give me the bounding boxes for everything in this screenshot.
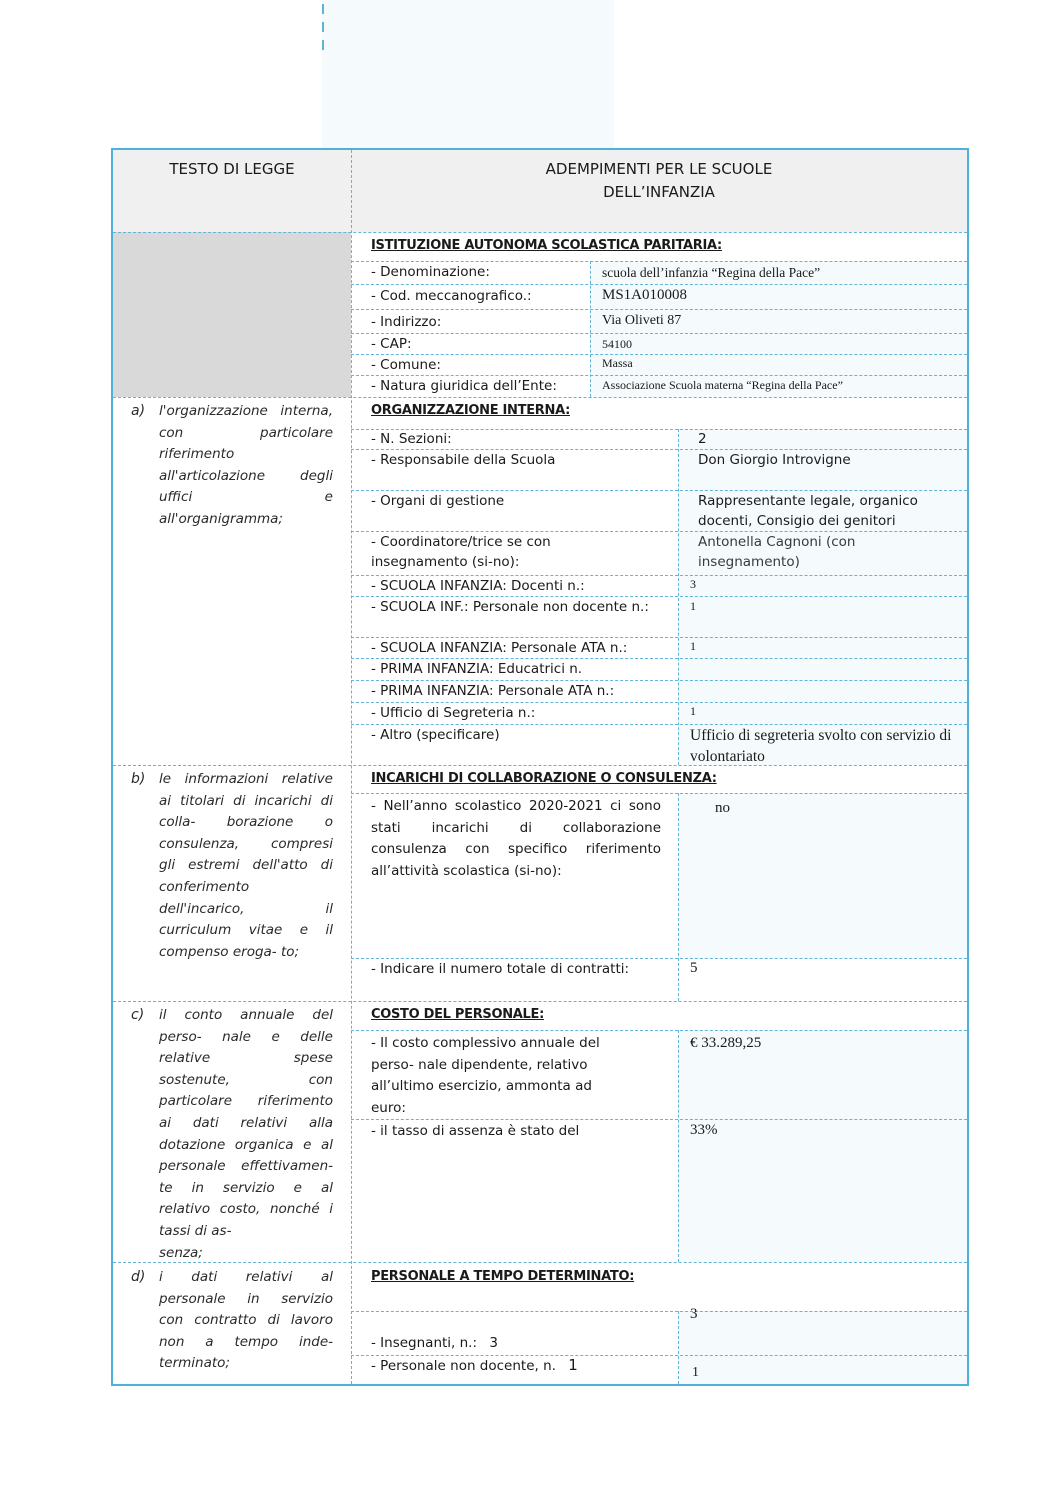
law-line: con contratto di lavoro	[159, 1312, 333, 1329]
field-label-personale-non-docente-d	[371, 1355, 578, 1377]
law-line: perso- nale e delle	[159, 1028, 333, 1045]
field-value-responsabile: Don Giorgio Introvigne	[698, 452, 851, 468]
law-line: all'articolazione degli	[159, 467, 333, 484]
field-label-responsabile: - Responsabile della Scuola	[371, 452, 556, 468]
law-line: ai dati relativi alla	[159, 1114, 333, 1131]
field-value-personale-ata: 1	[690, 639, 696, 653]
field-label-incarichi: - Nell’anno scolastico 2020-2021 ci sono stati incarichi di collaborazione consulenza con specifico riferimento all’attività scolastica (si-no):	[371, 798, 661, 879]
field-label-prima-infanzia-ata: - PRIMA INFANZIA: Personale ATA n.:	[371, 683, 615, 699]
law-line: senza;	[159, 1244, 203, 1261]
field-value-indirizzo: Via Oliveti 87	[602, 313, 682, 328]
field-value-personale-non-docente-d: 1	[692, 1365, 699, 1380]
field-value-denominazione: scuola dell’infanzia “Regina della Pace”	[602, 265, 821, 280]
corner-dash-mark	[322, 40, 324, 50]
row-divider	[351, 1311, 967, 1312]
row-divider	[351, 1030, 967, 1031]
value-cell-shade	[678, 1030, 967, 1262]
law-line: compenso eroga- to;	[159, 943, 300, 960]
column-divider	[678, 793, 679, 1001]
top-shaded-block	[322, 0, 614, 148]
corner-dash-mark	[322, 4, 324, 14]
law-line: consulenza, compresi	[159, 835, 333, 852]
field-label-educatrici: - PRIMA INFANZIA: Educatrici n.	[371, 661, 583, 677]
field-label-insegnanti	[371, 1333, 498, 1354]
empty-shaded-cell	[113, 232, 351, 397]
field-label-organi-gestione: - Organi di gestione	[371, 493, 505, 509]
law-line: dell'incarico, il	[159, 900, 333, 917]
column-divider	[590, 261, 591, 397]
row-divider	[351, 354, 967, 355]
field-value-numero-contratti: 5	[690, 960, 698, 976]
law-line: particolare riferimento	[159, 1093, 333, 1110]
law-line: curriculum vitae e il	[159, 922, 333, 939]
law-line: l'organizzazione interna,	[159, 403, 333, 419]
field-label-coordinatore: - Coordinatore/trice se con insegnamento (si-no):	[371, 534, 551, 570]
field-label-costo-complessivo: - Il costo complessivo annuale del perso- nale dipendente, relativo all’ultimo esercizio, ammonta ad euro:	[371, 1035, 600, 1116]
field-label-docenti: - SCUOLA INFANZIA: Docenti n.:	[371, 578, 585, 594]
insegnanti-inline-value: 3	[489, 1335, 498, 1351]
personale-label-text: - Personale non docente, n.	[371, 1358, 556, 1374]
section-title-costo: COSTO DEL PERSONALE:	[371, 1007, 545, 1022]
field-value-altro: Ufficio di segreteria svolto con servizio di volontariato	[690, 727, 952, 765]
law-line: uffici e	[159, 489, 333, 506]
field-value-tasso-assenza: 33%	[690, 1122, 718, 1138]
field-label-cap: - CAP:	[371, 336, 412, 352]
field-label-personale-non-docente: - SCUOLA INF.: Personale non docente n.:	[371, 599, 649, 615]
law-line: colla- borazione o	[159, 814, 333, 831]
law-line: non a tempo inde-	[159, 1333, 333, 1350]
field-label-comune: - Comune:	[371, 357, 441, 373]
field-value-cap: 54100	[602, 337, 632, 351]
law-line: sostenute, con	[159, 1071, 333, 1088]
column-divider	[678, 1311, 679, 1384]
law-line: gli estremi dell'atto di	[159, 857, 333, 874]
field-label-tasso-assenza: - il tasso di assenza è stato del	[371, 1123, 580, 1139]
field-value-incarichi: no	[715, 800, 730, 816]
law-text-b	[159, 769, 333, 963]
duties-column-header	[351, 158, 967, 204]
field-value-coordinatore: Antonella Cagnoni (con insegnamento)	[698, 534, 856, 570]
field-label-natura-giuridica: - Natura giuridica dell’Ente:	[371, 378, 557, 394]
law-text-d	[159, 1267, 333, 1375]
field-value-organi-gestione: Rappresentante legale, organico docenti, Consigio dei genitori	[698, 493, 918, 529]
law-line: ai titolari di incarichi di	[159, 792, 333, 809]
row-divider	[113, 397, 967, 398]
law-line: te in servizio e al	[159, 1179, 333, 1196]
field-value-n-sezioni: 2	[698, 431, 707, 447]
law-line: relativo costo, nonché i	[159, 1201, 333, 1218]
field-value-costo-complessivo: € 33.289,25	[690, 1035, 762, 1051]
field-value-comune: Massa	[602, 356, 633, 370]
law-line: riferimento	[159, 446, 235, 463]
compliance-table	[111, 148, 969, 1386]
section-title-istituzione: ISTITUZIONE AUTONOMA SCOLASTICA PARITARIA:	[371, 238, 722, 253]
law-text-c	[159, 1005, 333, 1264]
section-title-tempo-determinato: PERSONALE A TEMPO DETERMINATO:	[371, 1269, 635, 1284]
row-divider	[113, 1001, 967, 1002]
field-label-indirizzo: - Indirizzo:	[371, 314, 442, 330]
duties-header-line-1: ADEMPIMENTI PER LE SCUOLE	[545, 160, 773, 178]
law-line: terminato;	[159, 1355, 230, 1372]
law-line: relative spese	[159, 1050, 333, 1067]
field-value-natura-giuridica: Associazione Scuola materna “Regina della Pace”	[602, 378, 843, 392]
row-divider	[351, 1119, 967, 1120]
column-divider	[351, 150, 352, 1384]
field-label-numero-contratti: - Indicare il numero totale di contratti:	[371, 961, 630, 977]
law-line: personale effettivamen-	[159, 1158, 333, 1175]
law-letter-a: a)	[131, 403, 146, 419]
law-text-a	[159, 401, 333, 531]
duties-header-line-2: DELL’INFANZIA	[603, 183, 715, 201]
law-line: dotazione organica e al	[159, 1136, 333, 1153]
column-divider	[678, 1030, 679, 1262]
field-label-segreteria: - Ufficio di Segreteria n.:	[371, 705, 536, 721]
section-title-incarichi: INCARICHI DI COLLABORAZIONE O CONSULENZA:	[371, 771, 717, 786]
law-column-header: TESTO DI LEGGE	[169, 160, 295, 178]
field-label-denominazione: - Denominazione:	[371, 264, 490, 280]
law-line: con particolare	[159, 424, 333, 441]
column-divider	[678, 429, 679, 765]
field-label-n-sezioni: - N. Sezioni:	[371, 431, 452, 447]
law-letter-b: b)	[131, 771, 146, 787]
law-letter-c: c)	[131, 1007, 145, 1023]
law-line: le informazioni relative	[159, 771, 333, 787]
section-title-organizzazione: ORGANIZZAZIONE INTERNA:	[371, 403, 570, 418]
law-line: i dati relativi al	[159, 1269, 333, 1285]
field-label-personale-ata: - SCUOLA INFANZIA: Personale ATA n.:	[371, 640, 628, 656]
row-divider	[113, 232, 967, 233]
corner-dash-mark	[322, 22, 324, 32]
field-value-docenti: 3	[690, 577, 696, 591]
field-value-segreteria: 1	[690, 704, 696, 718]
value-cell-shade	[678, 429, 967, 765]
insegnanti-label-text: - Insegnanti, n.:	[371, 1335, 478, 1351]
field-value-insegnanti: 3	[690, 1306, 698, 1322]
row-divider	[351, 333, 967, 334]
value-cell-shade	[678, 1311, 967, 1384]
field-value-personale-non-docente: 1	[690, 599, 696, 613]
law-line: conferimento	[159, 878, 250, 895]
law-letter-d: d)	[131, 1269, 146, 1285]
law-line: tassi di as-	[159, 1222, 232, 1239]
row-divider	[351, 793, 967, 794]
field-value-cod-meccanografico: MS1A010008	[602, 287, 688, 303]
field-label-altro: - Altro (specificare)	[371, 727, 500, 743]
field-label-cod-meccanografico: - Cod. meccanografico.:	[371, 288, 532, 304]
personale-inline-value: 1	[568, 1356, 578, 1374]
law-line: il conto annuale del	[159, 1007, 333, 1023]
law-line: all'organigramma;	[159, 510, 283, 527]
law-line: personale in servizio	[159, 1290, 333, 1307]
